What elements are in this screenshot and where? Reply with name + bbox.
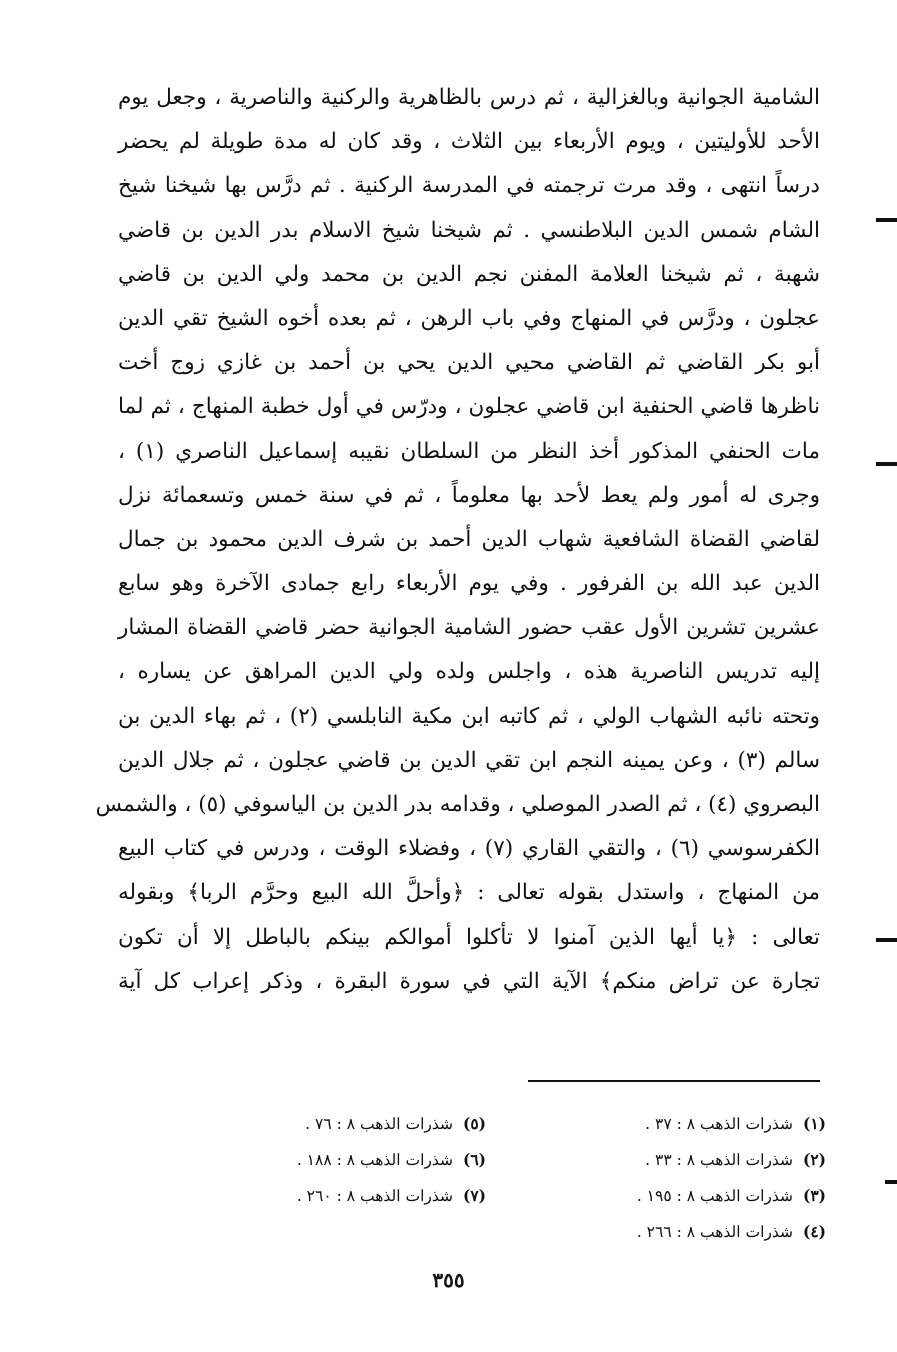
footnote — [196, 1178, 486, 1214]
text-line: إليه تدريس الناصرية هذه ، واجلس ولده ولي الدين المراهق عن يساره ، — [118, 659, 820, 685]
footnote — [536, 1142, 826, 1178]
text-line: تعالى : ﴿يا أيها الذين آمنوا لا تأكلوا أموالكم بينكم بالباطل إلا أن تكون — [118, 924, 820, 950]
footnote-number: (١) — [802, 1114, 826, 1133]
text-line: وتحته نائبه الشهاب الولي ، ثم كاتبه ابن مكية النابلسي (٢) ، ثم بهاء الدين بن — [118, 703, 820, 729]
footnote-number: (٢) — [802, 1150, 826, 1169]
text-line: من المنهاج ، واستدل بقوله تعالى : ﴿وأحلَّ الله البيع وحرَّم الربا﴾ وبقوله — [118, 880, 820, 906]
footnote-number: (٧) — [462, 1186, 486, 1205]
footnote — [536, 1106, 826, 1142]
footnotes-column-right — [536, 1106, 826, 1250]
text-line: البصروي (٤) ، ثم الصدر الموصلي ، وقدامه بدر الدين بن الياسوفي (٥) ، والشمس — [95, 792, 820, 817]
text-line: لقاضي القضاة الشافعية شهاب الدين أحمد بن شرف الدين محمود بن جمال — [118, 526, 820, 552]
footnote-text: شذرات الذهب ٨ : ٢٦٠ . — [296, 1187, 453, 1205]
text-line: الأحد للأوليتين ، ويوم الأربعاء بين الثلاث ، وقد كان له مدة طويلة لم يحضر — [118, 129, 820, 155]
footnote — [196, 1106, 486, 1142]
text-line: الدين عبد الله بن الفرفور . وفي يوم الأربعاء رابع جمادى الآخرة وهو سابع — [118, 571, 820, 597]
text-line: عشرين تشرين الأول عقب حضور الشامية الجوانية حضر قاضي القضاة المشار — [118, 615, 820, 641]
text-line: الشامية الجوانية وبالغزالية ، ثم درس بالظاهرية والركنية والناصرية ، وجعل يوم — [118, 85, 820, 110]
page-number: ٣٥٥ — [432, 1268, 465, 1292]
footnote-number: (٤) — [802, 1222, 826, 1241]
text-line: عجلون ، ودرَّس في المنهاج وفي باب الرهن ، ثم بعده أخوه الشيخ تقي الدين — [118, 305, 820, 331]
text-line: شهبة ، ثم شيخنا العلامة المفنن نجم الدين بن محمد ولي الدين بن قاضي — [118, 261, 820, 287]
footnote — [196, 1142, 486, 1178]
text-line: وجرى له أمور ولم يعط لأحد بها معلوماً ، ثم في سنة خمس وتسعمائة نزل — [118, 482, 820, 508]
text-line: الشام شمس الدين البلاطنسي . ثم شيخنا شيخ الاسلام بدر الدين بن قاضي — [118, 217, 820, 243]
footnote-text: شذرات الذهب ٨ : ٧٦ . — [305, 1115, 453, 1133]
footnote-text: شذرات الذهب ٨ : ٣٧ . — [645, 1115, 793, 1133]
footnotes-column-left — [196, 1106, 486, 1214]
text-line: مات الحنفي المذكور أخذ النظر من السلطان نقيبه إسماعيل الناصري (١) ، — [118, 438, 820, 464]
text-line: تجارة عن تراض منكم﴾ الآية التي في سورة البقرة ، وذكر إعراب كل آية — [118, 968, 820, 994]
footnote-text: شذرات الذهب ٨ : ١٩٥ . — [636, 1187, 793, 1205]
footnote-text: شذرات الذهب ٨ : ٣٣ . — [645, 1151, 793, 1169]
footnote-number: (٦) — [462, 1150, 486, 1169]
margin-tick — [876, 462, 897, 466]
text-line: ناظرها قاضي الحنفية ابن قاضي عجلون ، ودرّس في أول خطبة المنهاج ، ثم لما — [118, 394, 820, 420]
footnote-text: شذرات الذهب ٨ : ١٨٨ . — [296, 1151, 453, 1169]
text-line: أبو بكر القاضي ثم القاضي محيي الدين يحي بن أحمد بن غازي زوج أخت — [118, 350, 820, 376]
margin-tick — [885, 1180, 897, 1184]
text-line: سالم (٣) ، وعن يمينه النجم ابن تقي الدين بن قاضي عجلون ، ثم جلال الدين — [118, 747, 820, 773]
margin-tick — [876, 938, 897, 942]
footnote-separator — [528, 1080, 820, 1082]
footnote-number: (٣) — [802, 1186, 826, 1205]
margin-tick — [876, 218, 897, 222]
footnote-text: شذرات الذهب ٨ : ٢٦٦ . — [636, 1223, 793, 1241]
footnote — [536, 1214, 826, 1250]
text-line: درساً انتهى ، وقد مرت ترجمته في المدرسة الركنية . ثم درَّس بها شيخنا شيخ — [118, 173, 820, 199]
footnote-number: (٥) — [462, 1114, 486, 1133]
footnote — [536, 1178, 826, 1214]
body-text — [95, 76, 820, 1004]
text-line: الكفرسوسي (٦) ، والتقي القاري (٧) ، وفضلاء الوقت ، ودرس في كتاب البيع — [118, 836, 820, 862]
